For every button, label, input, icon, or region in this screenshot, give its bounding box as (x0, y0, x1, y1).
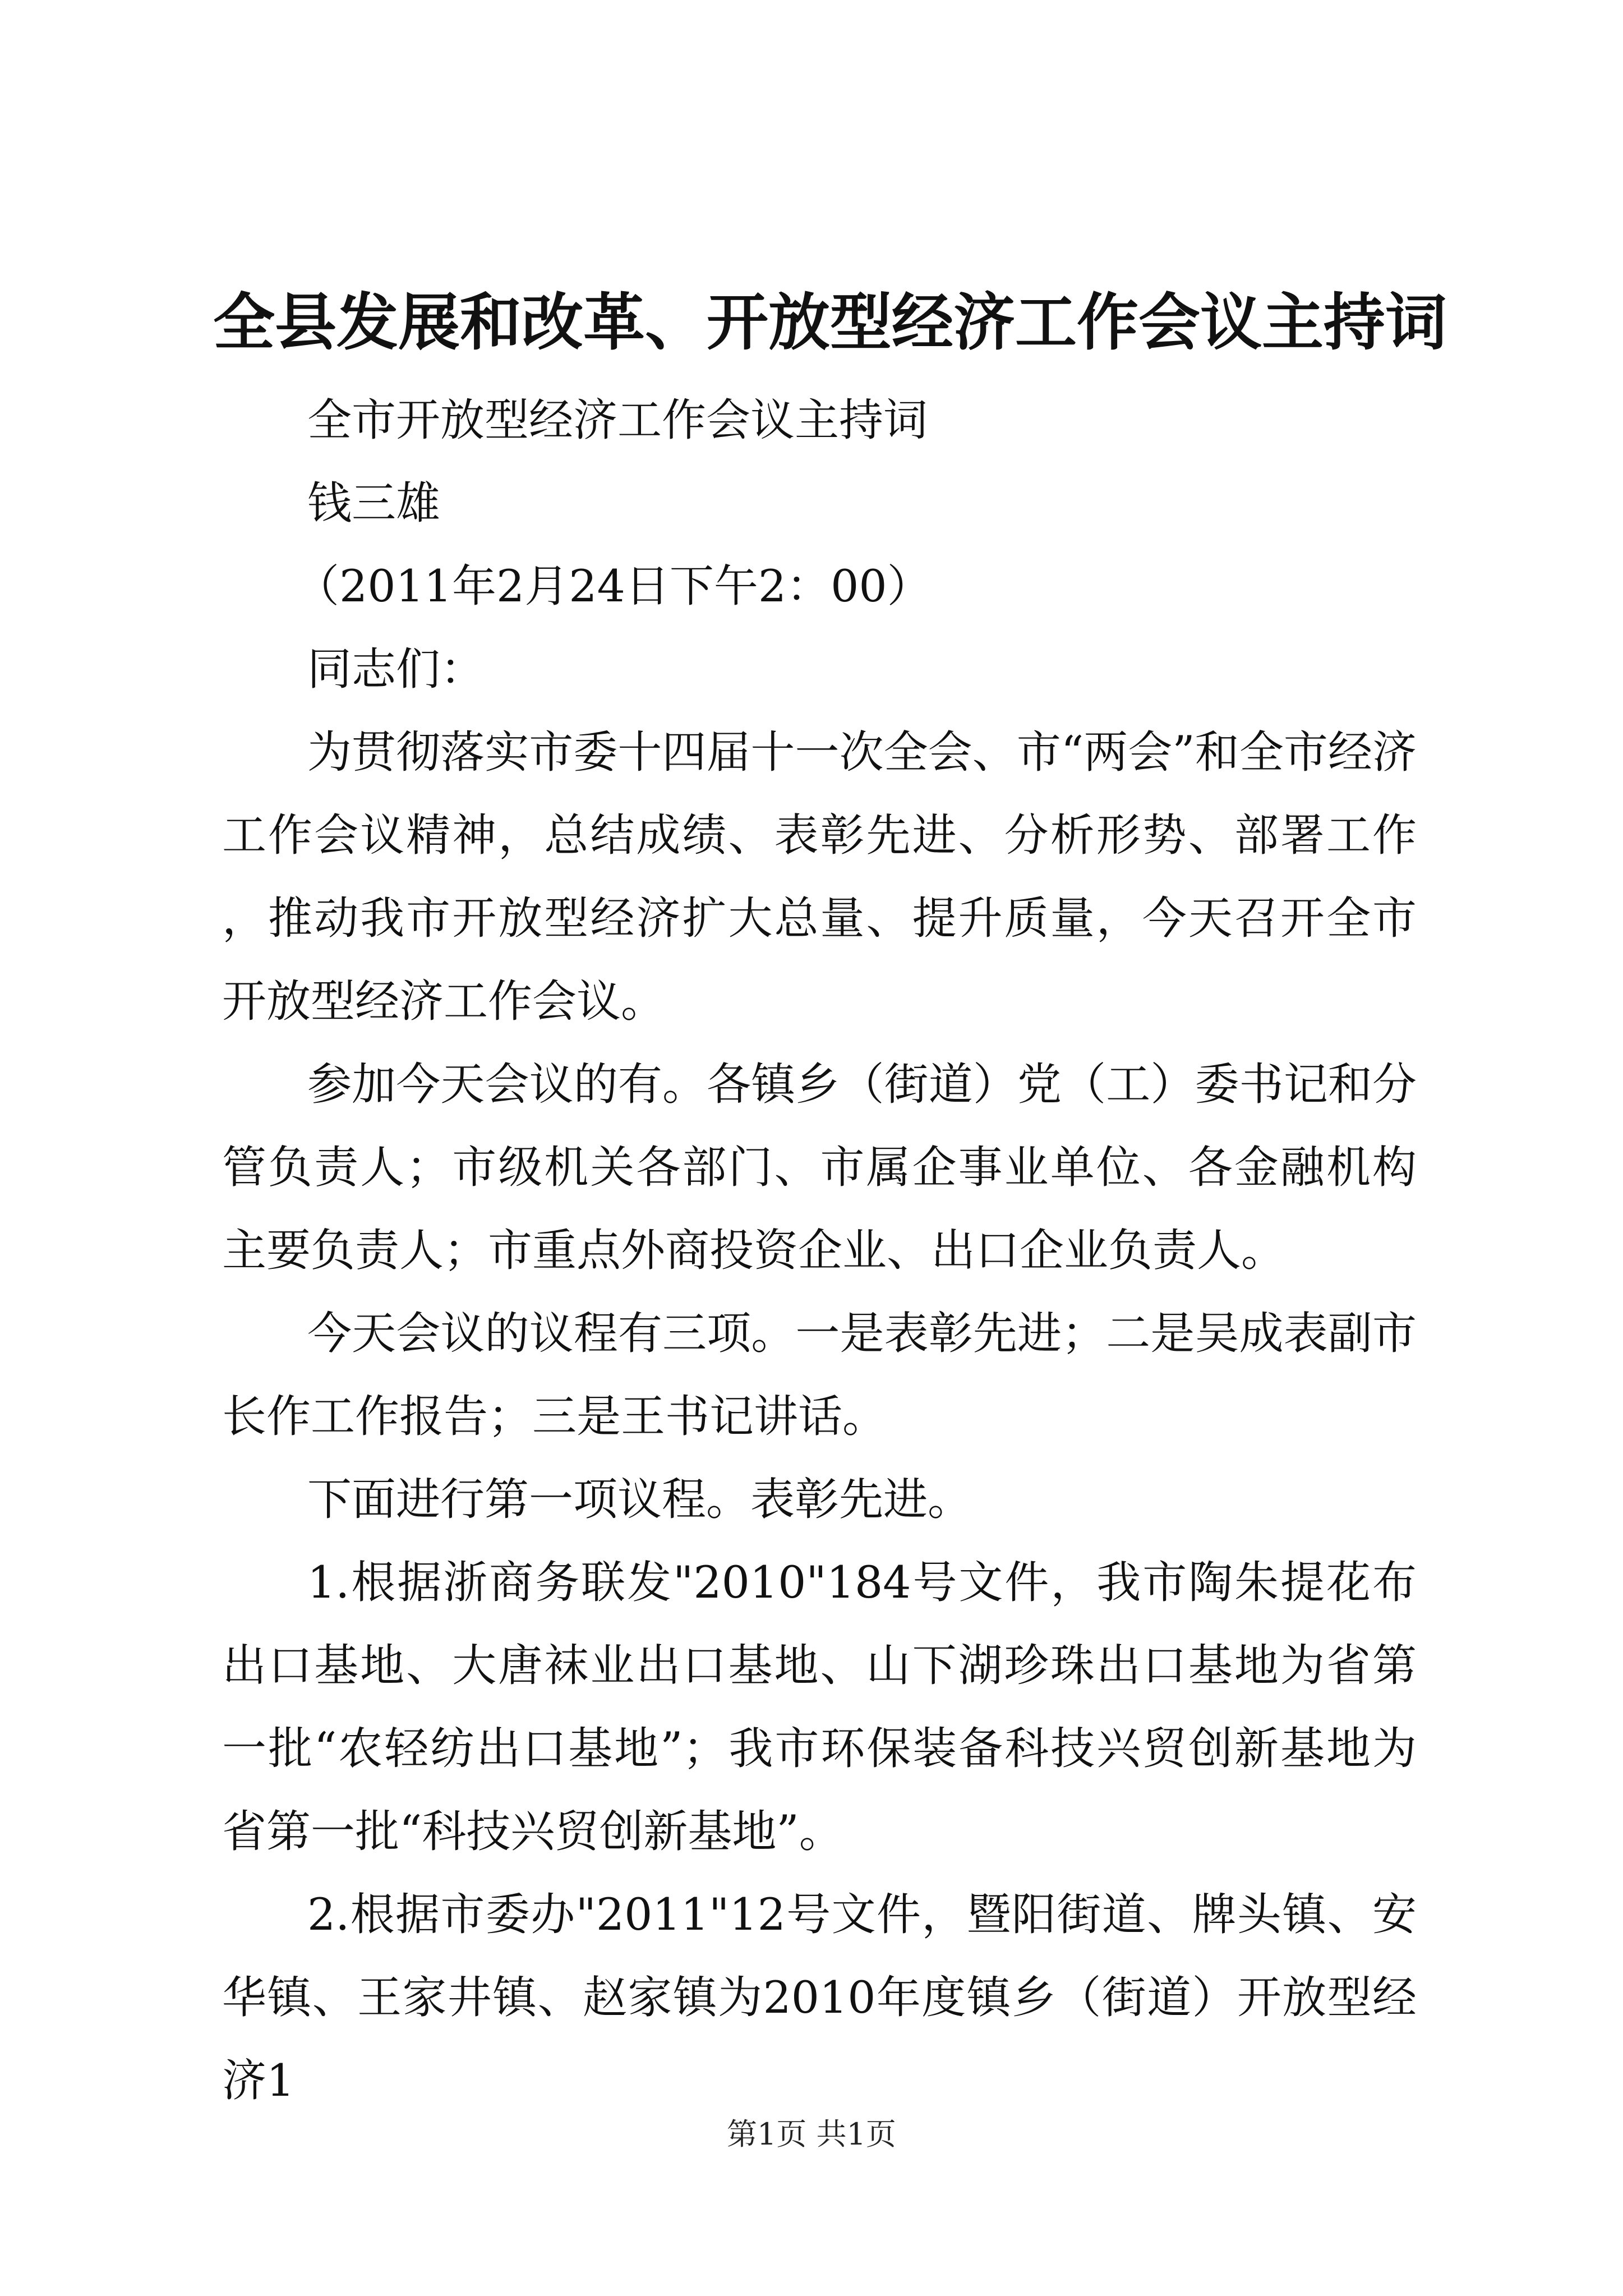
paragraph-commendation-1: 1.根据浙商务联发"2010"184号文件，我市陶朱提花布出口基地、大唐袜业出口基地、山下湖珍珠出口基地为省第一批“农轻纺出口基地”；我市环保装备科技兴贸创新基地为省第一批“科技兴贸创新基地”。 (222, 1557, 1417, 1857)
paragraph-author: 钱三雄 (307, 477, 440, 529)
paragraph-attendees: 参加今天会议的有。各镇乡（街道）党（工）委书记和分管负责人；市级机关各部门、市属企事业单位、各金融机构主要负责人；市重点外商投资企业、出口企业负责人。 (222, 1059, 1417, 1276)
paragraph-agenda: 今天会议的议程有三项。一是表彰先进；二是吴成表副市长作工作报告；三是王书记讲话。 (222, 1308, 1417, 1442)
paragraph-salutation: 同志们： (307, 643, 485, 695)
paragraph-date: （2011年2月24日下午2：00） (295, 560, 932, 612)
paragraph-commendation-2: 2.根据市委办"2011"12号文件，暨阳街道、牌头镇、安华镇、王家井镇、赵家镇为2010年度镇乡（街道）开放型经济1 (222, 1889, 1417, 2106)
page-footer: 第1页 共1页 (727, 2116, 896, 2152)
paragraph-subtitle: 全市开放型经济工作会议主持词 (307, 394, 928, 446)
document-body (222, 379, 1417, 2122)
paragraph-first-item: 下面进行第一项议程。表彰先进。 (307, 1474, 972, 1525)
document-title: 全县发展和改革、开放型经济工作会议主持词 (213, 286, 1447, 358)
paragraph-purpose: 为贯彻落实市委十四届十一次全会、市“两会”和全市经济工作会议精神，总结成绩、表彰先进、分析形势、部署工作，推动我市开放型经济扩大总量、提升质量，今天召开全市开放型经济工作会议。 (222, 726, 1417, 1027)
